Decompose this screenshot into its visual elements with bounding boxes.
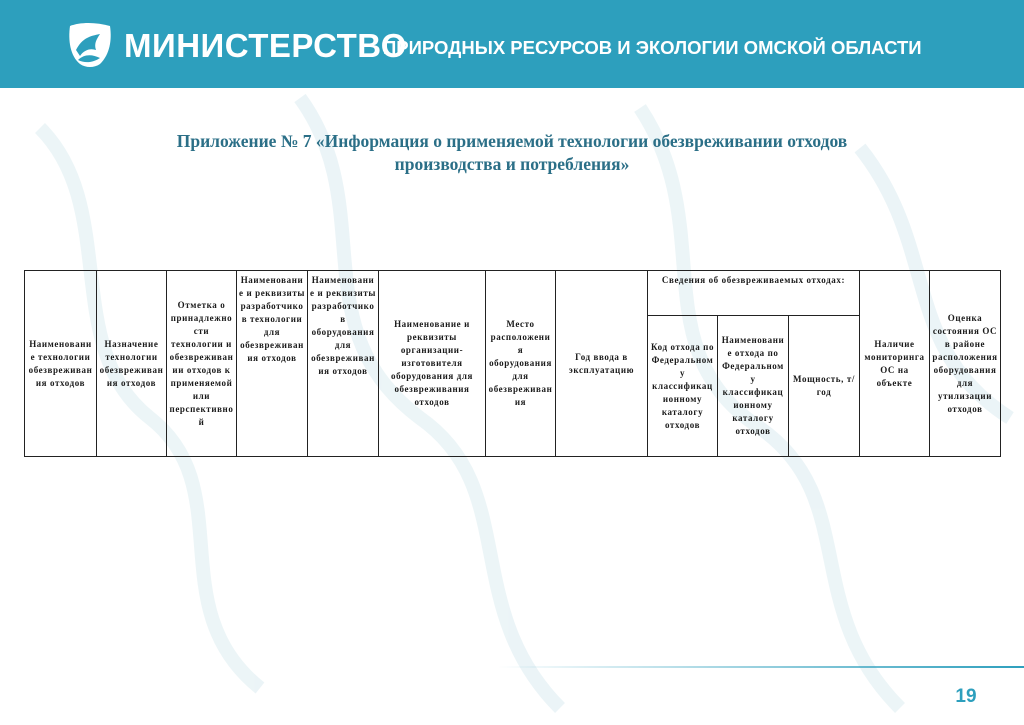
header-bar [0,0,1024,88]
ministry-name: МИНИСТЕРСТВО [124,27,407,64]
title-line-2: производства и потребления» [394,154,630,174]
header-technology-name: Наименование технологии обезвреживания отходов [25,271,97,457]
footer-divider [498,666,1024,668]
ministry-subtitle: ПРИРОДНЫХ РЕСУРСОВ И ЭКОЛОГИИ ОМСКОЙ ОБЛАСТИ [383,37,922,58]
header-technology-status: Отметка о принадлежности технологии и обезвреживании отходов к применяемой или перспективной [167,271,237,457]
header-capacity: Мощность, т/год [789,316,860,457]
header-equipment-developers: Наименование и реквизиты разработчиков оборудования для обезвреживания отходов [308,271,379,457]
page-number: 19 [955,686,977,707]
header-monitoring: Наличие мониторинга ОС на объекте [860,271,930,457]
header-waste-name: Наименование отхода по Федеральному классификационному каталогу отходов [718,316,789,457]
ministry-logo-icon [66,20,114,70]
header-commissioning-year: Год ввода в эксплуатацию [556,271,648,457]
technology-table [24,270,1001,457]
header-equipment-location: Место расположения оборудования для обезвреживания [486,271,556,457]
title-line-1: Приложение № 7 «Информация о применяемой технологии обезвреживании отходов [176,131,848,151]
header-waste-info-group: Сведения об обезвреживаемых отходах: [648,271,860,316]
header-environment-assessment: Оценка состояния ОС в районе расположения оборудования для утилизации отходов [930,271,1001,457]
page-title [60,130,964,176]
header-technology-developers: Наименование и реквизиты разработчиков технологии для обезвреживания отходов [237,271,308,457]
header-waste-code: Код отхода по Федеральному классификационному каталогу отходов [648,316,718,457]
header-technology-purpose: Назначение технологии обезвреживания отходов [97,271,167,457]
header-equipment-manufacturer: Наименование и реквизиты организации-изготовителя оборудования для обезвреживания отходов [379,271,486,457]
